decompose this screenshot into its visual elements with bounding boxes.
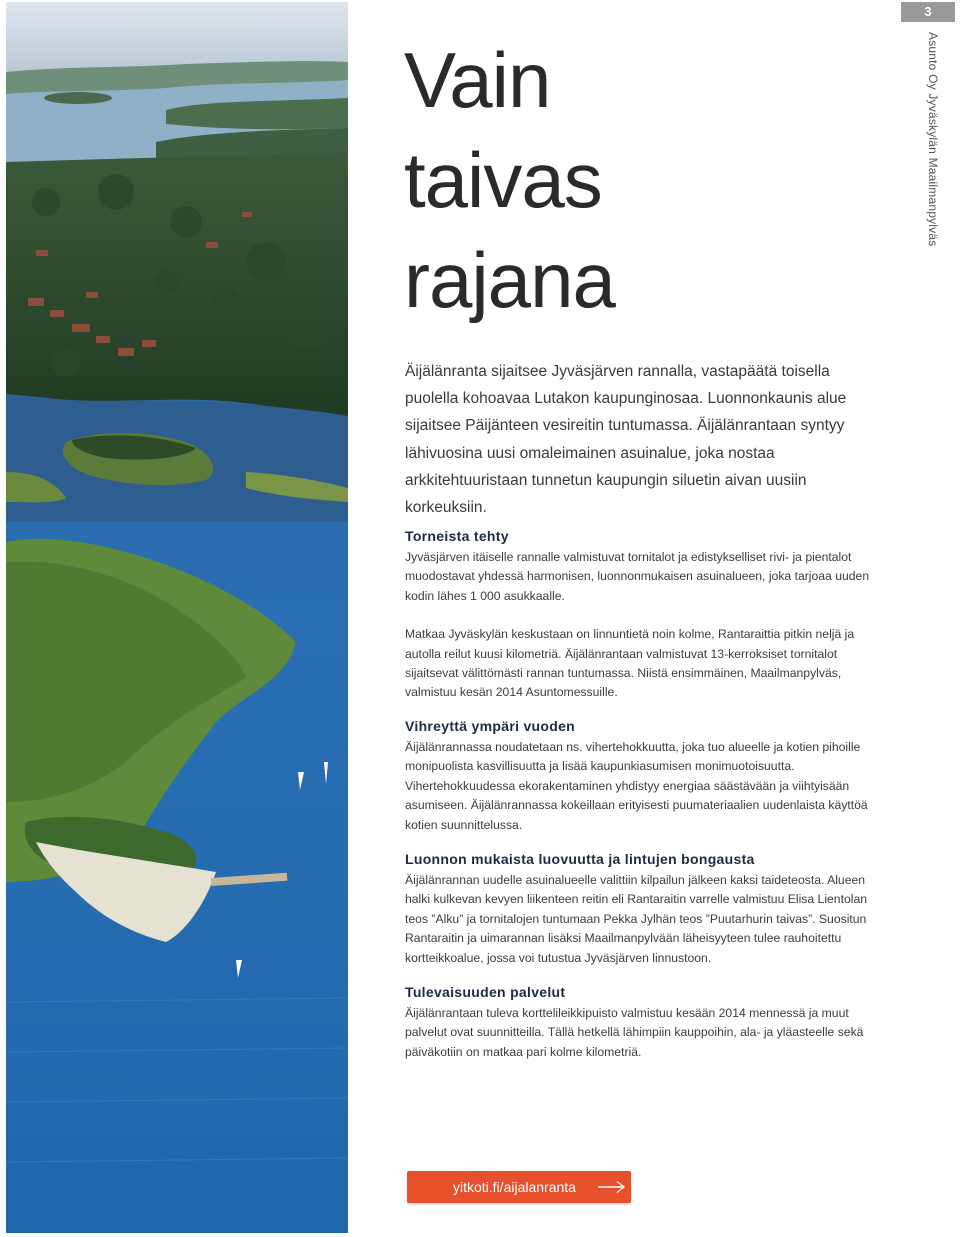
intro-paragraph: Äijälänranta sijaitsee Jyväsjärven rannalla, vastapäätä toisella puolella kohoavaa Lutakon kaupunginosaa. Luonnonkaunis alue sijaitsee Päijänteen vesireitin tuntumassa. Äijälänrantaan syntyy lähivuosina uusi omaleimainen asuinalue, joka nostaa arkkitehtuuristaan tunnetun kaupungin siluetin aivan uusiin korkeuksiin. [405, 363, 847, 517]
section-vihreytta [405, 718, 875, 835]
section-paragraph: Äijälänrannassa noudatetaan ns. vihertehokkuutta, joka tuo alueelle ja kotien pihoille monipuolista kasvillisuutta ja lisää kaupunkiasumisen monimuotoisuutta. Vihertehokkuudessa ekorakentaminen yhdistyy energiaa säästävään ja viihtyisään asumiseen. Äijälänrannassa kokeillaan erityisesti puumateriaalien uudenlaista käyttöä kotien suunnittelussa. [405, 740, 868, 832]
section-heading: Torneista tehty [405, 528, 509, 544]
section-tulevaisuuden-palvelut [405, 984, 875, 1062]
section-torneista-tehty [405, 528, 875, 703]
section-heading: Tulevaisuuden palvelut [405, 984, 566, 1000]
section-paragraph: Jyväsjärven itäiselle rannalle valmistuvat tornitalot ja edistykselliset rivi- ja pientalot muodostavat yhdessä harmonisen, luonnonmukaisen asuinalueen, joka tarjoaa uuden kodin lähes 1 000 asukkaalle. [405, 550, 870, 603]
section-paragraph: Äijälänrantaan tuleva korttelileikkipuisto valmistuu kesään 2014 mennessä ja muut palvelut ovat suunnitteilla. Tällä hetkellä lähimpiin kauppoihin, ala- ja yläasteelle sekä päiväkotiin on matkaa pari kolme kilometriä. [405, 1006, 864, 1059]
title-line: taivas [404, 136, 602, 224]
title-line: Vain [404, 36, 551, 124]
website-url[interactable]: yitkoti.fi/aijalanranta [453, 1179, 576, 1195]
aerial-lake-photo [6, 2, 348, 1233]
side-label-text: Asunto Oy Jyväskylän Maailmanpylväs [926, 32, 940, 247]
section-paragraph: Äijälänrannan uudelle asuinalueelle valittiin kilpailun jälkeen kaksi taideteosta. Alueen halki kulkevan kevyen liikenteen reitin eli Rantaraitin varrelle valmistuu Elisa Lientolan teos ”Alku” ja tornitalojen tuntumaan Pekka Jylhän teos ”Puutarhurin taivas”. Suositun Rantaraitin ja uimarannan lisäksi Maailmanpylvään läheisyyteen tulee rauhoitettu kortteikkoalue, jossa voi tutustua Jyväsjärven linnustoon. [405, 873, 868, 965]
arrow-right-icon [597, 1180, 627, 1199]
website-link-button[interactable] [407, 1171, 631, 1203]
title-line: rajana [404, 236, 615, 324]
section-paragraph: Matkaa Jyväskylän keskustaan on linnuntietä noin kolme, Rantaraittia pitkin neljä ja autolla reilut kuusi kilometriä. Äijälänrantaan valmistuvat 13-kerroksiset tornitalot sijaitsevat välittömästi rannan tuntumassa. Niistä ensimmäinen, Maailmanpylväs, valmistuu kesän 2014 Asuntomessuille. [405, 627, 855, 700]
section-heading: Luonnon mukaista luovuutta ja lintujen bongausta [405, 851, 755, 867]
vertical-side-label [922, 32, 942, 252]
section-luonnon-mukaista [405, 851, 875, 968]
section-heading: Vihreyttä ympäri vuoden [405, 718, 576, 734]
page-number-badge: 3 [901, 2, 955, 22]
page-title [404, 30, 615, 330]
